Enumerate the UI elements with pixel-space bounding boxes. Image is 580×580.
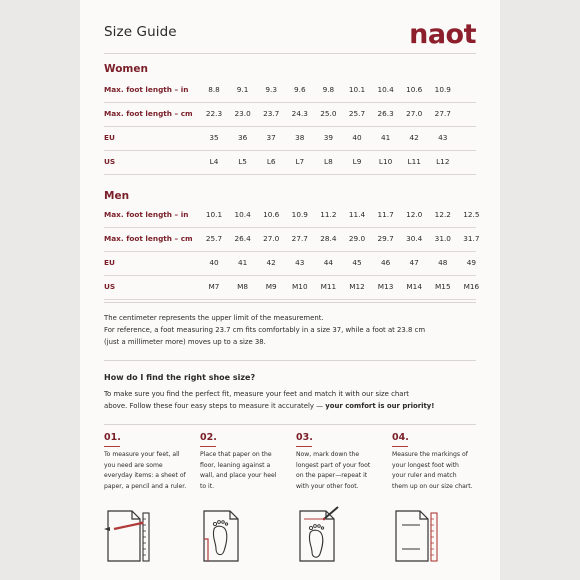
size-cell: 27.7 xyxy=(291,234,308,243)
foot-on-paper-icon xyxy=(198,505,252,565)
size-cell: 10.6 xyxy=(406,85,423,94)
step-4 xyxy=(392,432,484,492)
size-cell: M15 xyxy=(435,282,451,291)
size-cell: 46 xyxy=(380,258,391,267)
size-cell: 10.4 xyxy=(377,85,394,94)
size-cell: 10.1 xyxy=(205,210,223,219)
divider xyxy=(104,53,476,54)
size-cell: 27.0 xyxy=(263,234,280,243)
step-line: paper, a pencil and a ruler. xyxy=(104,482,187,490)
divider xyxy=(104,424,476,425)
howto-intro xyxy=(104,388,484,412)
size-cell: 35 xyxy=(209,133,219,142)
size-cell: 25.7 xyxy=(348,109,366,118)
row-label: US xyxy=(104,282,116,291)
page-title: Size Guide xyxy=(104,24,177,40)
size-cell: M13 xyxy=(377,282,394,291)
size-cell: L9 xyxy=(352,157,362,166)
howto-line-text: above. Follow these four easy steps to measure it accurately — xyxy=(104,402,326,410)
size-cell: 9.8 xyxy=(322,85,335,94)
size-cell: 27.0 xyxy=(406,109,423,118)
step-text xyxy=(200,450,292,492)
size-cell: M16 xyxy=(463,282,480,291)
size-cell: 43 xyxy=(438,133,448,142)
size-cell: 49 xyxy=(466,258,477,267)
size-cell: 24.3 xyxy=(291,109,308,118)
size-cell: 44 xyxy=(323,258,334,267)
step-line: your ruler and match xyxy=(392,472,457,479)
row-divider xyxy=(104,150,476,151)
row-divider xyxy=(104,251,476,252)
size-cell: L5 xyxy=(238,157,247,166)
size-cell: 11.2 xyxy=(320,210,337,219)
size-cell: 39 xyxy=(323,133,334,142)
size-cell: 43 xyxy=(295,258,305,267)
step-3 xyxy=(296,432,388,492)
step-line: them up on our size chart. xyxy=(392,482,473,490)
size-cell: M9 xyxy=(265,282,277,291)
size-guide-page xyxy=(80,0,500,580)
divider xyxy=(104,302,476,303)
step-underline xyxy=(392,446,408,447)
size-cell: 38 xyxy=(295,133,305,142)
row-label: Max. foot length – cm xyxy=(104,234,193,243)
size-table-row xyxy=(104,80,476,103)
step-line: To measure your feet, all xyxy=(104,451,180,458)
size-cell: 29.7 xyxy=(377,234,394,243)
howto-heading: How do I find the right shoe size? xyxy=(104,373,256,382)
size-cell: 30.4 xyxy=(406,234,423,243)
size-cell: 10.9 xyxy=(291,210,308,219)
size-cell: 41 xyxy=(380,133,391,142)
size-table-row xyxy=(104,277,480,300)
foot-tracing-icon xyxy=(294,505,348,565)
step-line: Now, mark down the xyxy=(296,451,360,458)
size-table-row xyxy=(104,253,476,276)
size-table-row xyxy=(104,229,480,252)
size-cell: L12 xyxy=(436,157,450,166)
size-cell: 26.4 xyxy=(234,234,251,243)
size-cell: 11.4 xyxy=(348,210,366,219)
step-2 xyxy=(200,432,292,492)
row-label: US xyxy=(104,157,116,166)
size-cell: 23.0 xyxy=(234,109,251,118)
step-line: Measure the markings of xyxy=(392,451,468,458)
size-cell: 47 xyxy=(409,258,419,267)
step-number: 04. xyxy=(392,432,409,443)
size-cell: M10 xyxy=(292,282,308,291)
step-line: everyday items: a sheet of xyxy=(104,472,186,479)
row-divider xyxy=(104,275,476,276)
step-line: on the paper—repeat it xyxy=(296,472,368,479)
row-divider xyxy=(104,227,476,228)
size-cell: L11 xyxy=(407,157,421,166)
ruler-measure-icon xyxy=(390,505,444,565)
size-table-row xyxy=(104,104,476,127)
size-cell: L4 xyxy=(209,157,219,166)
step-line: Place that paper on the xyxy=(200,451,272,458)
size-cell: M14 xyxy=(406,282,422,291)
step-line: your longest foot with xyxy=(392,461,459,469)
size-table-row xyxy=(104,205,480,228)
size-table-row xyxy=(104,128,476,151)
size-cell: 12.0 xyxy=(406,210,423,219)
size-cell: 10.6 xyxy=(263,210,280,219)
size-cell: 45 xyxy=(352,258,362,267)
size-cell: 9.3 xyxy=(265,85,277,94)
size-table-row xyxy=(104,152,476,175)
size-cell: 31.0 xyxy=(434,234,451,243)
brand-logo: naot xyxy=(409,19,476,50)
size-cell: 31.7 xyxy=(463,234,480,243)
size-cell: 11.7 xyxy=(377,210,394,219)
note-line: For reference, a foot measuring 23.7 cm fits comfortably in a size 37, while a foot at 23.8 cm xyxy=(104,326,426,334)
row-divider xyxy=(104,102,476,103)
size-cell: L6 xyxy=(266,157,276,166)
step-underline xyxy=(200,446,216,447)
size-cell: 40 xyxy=(209,258,219,267)
row-label: EU xyxy=(104,258,115,267)
size-cell: 41 xyxy=(237,258,248,267)
row-label: EU xyxy=(104,133,115,142)
size-cell: 8.8 xyxy=(208,85,220,94)
step-number: 01. xyxy=(104,432,121,443)
size-cell: 10.4 xyxy=(234,210,251,219)
step-text xyxy=(296,450,388,492)
divider xyxy=(104,360,476,361)
size-cell: 36 xyxy=(237,133,248,142)
step-1 xyxy=(104,432,196,492)
note-line: The centimeter represents the upper limit of the measurement. xyxy=(104,314,324,322)
size-cell: 26.3 xyxy=(377,109,394,118)
step-line: wall, and place your heel xyxy=(200,472,277,479)
row-label: Max. foot length – cm xyxy=(104,109,193,118)
size-cell: 29.0 xyxy=(348,234,366,243)
header xyxy=(104,20,476,50)
row-label: Max. foot length – in xyxy=(104,210,189,219)
size-cell: 10.9 xyxy=(434,85,451,94)
size-cell: 42 xyxy=(266,258,276,267)
size-cell: 48 xyxy=(438,258,448,267)
size-cell: 9.1 xyxy=(236,85,249,94)
measurement-note xyxy=(104,312,484,348)
size-cell: M11 xyxy=(320,282,337,291)
size-cell: 28.4 xyxy=(320,234,337,243)
size-cell: M7 xyxy=(208,282,220,291)
size-cell: 37 xyxy=(266,133,276,142)
size-cell: 25.0 xyxy=(320,109,337,118)
size-cell: L8 xyxy=(324,157,333,166)
row-label: Max. foot length – in xyxy=(104,85,189,94)
howto-line xyxy=(104,400,484,412)
step-underline xyxy=(104,446,120,447)
size-cell: 25.7 xyxy=(205,234,223,243)
step-line: floor, leaning against a xyxy=(200,461,271,469)
size-cell: 12.5 xyxy=(463,210,480,219)
howto-line: To make sure you find the perfect fit, measure your feet and match it with our size chart xyxy=(104,390,410,398)
size-cell: 27.7 xyxy=(434,109,451,118)
size-cell: 40 xyxy=(352,133,362,142)
men-section-title: Men xyxy=(104,190,130,202)
size-cell: 42 xyxy=(409,133,419,142)
size-cell: 12.2 xyxy=(434,210,451,219)
paper-pencil-ruler-icon xyxy=(102,505,156,565)
row-divider xyxy=(104,299,476,300)
step-number: 02. xyxy=(200,432,217,443)
step-number: 03. xyxy=(296,432,313,443)
step-line: with your other foot. xyxy=(296,482,359,490)
size-cell: 22.3 xyxy=(205,109,223,118)
step-text xyxy=(392,450,484,492)
size-cell: 23.7 xyxy=(263,109,280,118)
size-cell: 9.6 xyxy=(293,85,306,94)
step-line: you need are some xyxy=(104,461,163,469)
women-section-title: Women xyxy=(104,63,148,75)
step-text xyxy=(104,450,196,492)
size-cell: L10 xyxy=(378,157,393,166)
step-underline xyxy=(296,446,312,447)
row-divider xyxy=(104,174,476,175)
size-cell: M12 xyxy=(349,282,365,291)
size-cell: M8 xyxy=(237,282,249,291)
row-divider xyxy=(104,126,476,127)
size-cell: 10.1 xyxy=(348,85,366,94)
size-cell: L7 xyxy=(295,157,305,166)
note-line: (just a millimeter more) moves up to a size 38. xyxy=(104,338,266,346)
step-line: longest part of your foot xyxy=(296,461,371,469)
step-line: to it. xyxy=(200,482,215,490)
howto-emphasis: your comfort is our priority! xyxy=(325,402,435,410)
